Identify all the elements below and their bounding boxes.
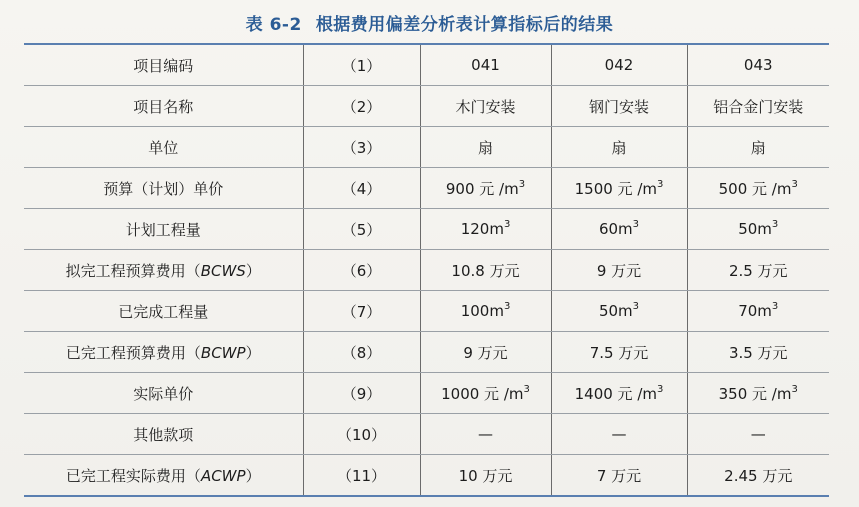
- unit-exponent: 3: [632, 219, 640, 230]
- cost-variance-table: [24, 43, 829, 497]
- cell-value: 7.5 万元: [589, 343, 649, 362]
- row-index: （8）: [303, 332, 420, 373]
- value-cell-3: [687, 373, 829, 414]
- row-label: [24, 373, 303, 414]
- value-cell-2: [551, 44, 687, 86]
- unit-exponent: 3: [771, 219, 779, 230]
- table-row: [24, 209, 829, 250]
- value-cell-3: [687, 44, 829, 86]
- cell-value: 350 元 /m: [718, 384, 792, 403]
- row-label-text: 计划工程量: [125, 220, 201, 239]
- row-index: （2）: [303, 86, 420, 127]
- cell-value: 扇: [611, 138, 627, 157]
- row-label-text: 拟完工程预算费用（: [65, 261, 201, 280]
- table-row: [24, 250, 829, 291]
- row-index: （4）: [303, 168, 420, 209]
- cell-value: 10 万元: [458, 466, 513, 485]
- value-cell-3: [687, 127, 829, 168]
- row-label-text: 项目名称: [133, 97, 194, 116]
- row-index: （5）: [303, 209, 420, 250]
- unit-exponent: 3: [791, 383, 798, 395]
- row-label: [24, 209, 303, 250]
- cell-value: 2.5 万元: [728, 261, 788, 280]
- row-index: （11）: [303, 455, 420, 497]
- cell-value: 7 万元: [596, 466, 642, 485]
- cell-value: 50m: [738, 220, 772, 238]
- cell-value: 70m: [738, 302, 772, 320]
- table-row: [24, 373, 829, 414]
- row-label-abbrev: ACWP: [200, 466, 246, 485]
- value-cell-2: [551, 414, 687, 455]
- cell-value: 铝合金门安装: [713, 97, 804, 116]
- row-label-text: 预算（计划）单价: [103, 179, 224, 198]
- table-row: [24, 168, 829, 209]
- cell-value: 120m: [460, 220, 504, 238]
- value-cell-3: [687, 168, 829, 209]
- unit-exponent: 3: [503, 219, 511, 230]
- value-cell-1: [420, 127, 551, 168]
- unit-exponent: 3: [771, 301, 779, 312]
- row-label-text: 项目编码: [133, 56, 194, 75]
- cell-value: —: [750, 425, 766, 443]
- table-number: 表 6-2: [245, 15, 302, 35]
- cell-value: 900 元 /m: [445, 179, 519, 198]
- table-row: [24, 414, 829, 455]
- table-row: [24, 455, 829, 497]
- cell-value: 1500 元 /m: [574, 179, 657, 198]
- cell-value: 043: [743, 56, 773, 74]
- row-label-suffix: ）: [245, 343, 261, 362]
- cell-value: 1000 元 /m: [441, 384, 524, 403]
- value-cell-3: [687, 332, 829, 373]
- value-cell-1: [420, 209, 551, 250]
- row-label-text: 单位: [148, 138, 179, 157]
- row-label-text: 已完工程实际费用（: [65, 466, 201, 485]
- cell-value: 9 万元: [463, 343, 508, 362]
- unit-exponent: 3: [657, 178, 664, 190]
- table-caption: [0, 10, 859, 35]
- value-cell-1: [420, 250, 551, 291]
- row-label: [24, 332, 303, 373]
- value-cell-3: [687, 209, 829, 250]
- row-label: [24, 250, 303, 291]
- row-index: （9）: [303, 373, 420, 414]
- value-cell-2: [551, 332, 687, 373]
- row-label: [24, 44, 303, 86]
- cell-value: 100m: [460, 302, 504, 320]
- cell-value: 木门安装: [455, 97, 516, 116]
- cell-value: 9 万元: [596, 261, 642, 280]
- value-cell-3: [687, 86, 829, 127]
- row-label: [24, 127, 303, 168]
- unit-exponent: 3: [518, 178, 526, 190]
- value-cell-1: [420, 455, 551, 497]
- row-label-abbrev: BCWS: [200, 261, 246, 280]
- value-cell-3: [687, 455, 829, 497]
- value-cell-1: [420, 414, 551, 455]
- cell-value: 10.8 万元: [451, 261, 520, 280]
- row-label-suffix: ）: [245, 466, 261, 485]
- unit-exponent: 3: [632, 301, 640, 312]
- cell-value: 041: [471, 56, 500, 74]
- value-cell-2: [551, 455, 687, 497]
- row-index: （1）: [303, 44, 420, 86]
- row-index: （3）: [303, 127, 420, 168]
- value-cell-2: [551, 250, 687, 291]
- row-label-abbrev: BCWP: [200, 343, 246, 362]
- cell-value: 钢门安装: [588, 97, 649, 116]
- table-body: [24, 44, 829, 496]
- value-cell-3: [687, 291, 829, 332]
- cell-value: 扇: [477, 138, 493, 157]
- table-row: [24, 86, 829, 127]
- table-title: 根据费用偏差分析表计算指标后的结果: [315, 15, 614, 35]
- value-cell-1: [420, 168, 551, 209]
- row-index: （10）: [303, 414, 420, 455]
- cell-value: 2.45 万元: [724, 466, 793, 485]
- row-label-text: 实际单价: [133, 384, 194, 403]
- value-cell-2: [551, 127, 687, 168]
- unit-exponent: 3: [791, 178, 798, 190]
- value-cell-2: [551, 168, 687, 209]
- row-label: [24, 414, 303, 455]
- table-row: [24, 127, 829, 168]
- value-cell-1: [420, 373, 551, 414]
- value-cell-2: [551, 291, 687, 332]
- row-index: （7）: [303, 291, 420, 332]
- table-row: [24, 44, 829, 86]
- unit-exponent: 3: [523, 383, 530, 395]
- row-label: [24, 168, 303, 209]
- row-label: [24, 455, 303, 497]
- value-cell-1: [420, 291, 551, 332]
- cell-value: 扇: [750, 138, 766, 157]
- table-row: [24, 291, 829, 332]
- row-label: [24, 291, 303, 332]
- cell-value: 3.5 万元: [728, 343, 788, 362]
- cell-value: 60m: [598, 220, 633, 238]
- table-row: [24, 332, 829, 373]
- unit-exponent: 3: [657, 383, 664, 395]
- value-cell-2: [551, 373, 687, 414]
- value-cell-2: [551, 86, 687, 127]
- value-cell-1: [420, 332, 551, 373]
- cell-value: 50m: [598, 302, 633, 320]
- row-label-text: 已完工程预算费用（: [65, 343, 201, 362]
- row-label-text: 其他款项: [133, 425, 194, 444]
- cell-value: 042: [604, 56, 634, 74]
- value-cell-3: [687, 414, 829, 455]
- value-cell-1: [420, 44, 551, 86]
- cell-value: 1400 元 /m: [574, 384, 657, 403]
- cell-value: 500 元 /m: [718, 179, 792, 198]
- value-cell-1: [420, 86, 551, 127]
- row-label-text: 已完成工程量: [118, 302, 209, 321]
- cell-value: —: [611, 425, 627, 443]
- unit-exponent: 3: [503, 301, 511, 312]
- cell-value: —: [478, 425, 493, 443]
- row-index: （6）: [303, 250, 420, 291]
- value-cell-2: [551, 209, 687, 250]
- row-label: [24, 86, 303, 127]
- row-label-suffix: ）: [245, 261, 261, 280]
- value-cell-3: [687, 250, 829, 291]
